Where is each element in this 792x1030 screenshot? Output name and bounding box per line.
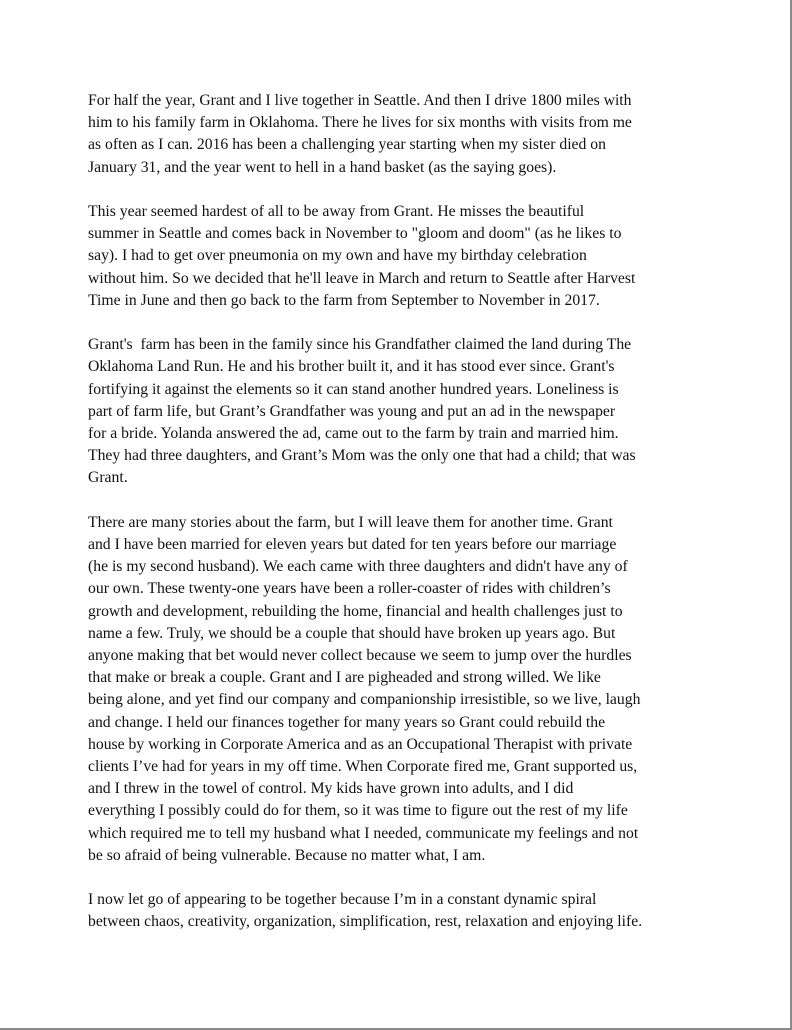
text-line: anyone making that bet would never collect because we seem to jump over the hurdles: [88, 647, 632, 665]
paragraph-away-from-grant: [88, 201, 708, 312]
text-line: fortifying it against the elements so it can stand another hundred years. Loneliness is: [88, 380, 619, 398]
text-line: summer in Seattle and comes back in November to "gloom and doom" (as he likes to: [88, 225, 622, 243]
text-line: part of farm life, but Grant’s Grandfather was young and put an ad in the newspaper: [88, 402, 616, 420]
text-line: and I threw in the towel of control. My kids have grown into adults, and I did: [88, 780, 574, 798]
text-line: growth and development, rebuilding the home, financial and health challenges just to: [88, 602, 623, 620]
paragraph-seattle-oklahoma: [88, 90, 708, 179]
text-line: They had three daughters, and Grant’s Mom was the only one that had a child; that was: [88, 447, 636, 465]
document-body: [88, 90, 708, 956]
text-line: which required me to tell my husband what I needed, communicate my feelings and not: [88, 824, 639, 842]
text-line: and I have been married for eleven years but dated for ten years before our marriage: [88, 536, 617, 554]
text-line: name a few. Truly, we should be a couple that should have broken up years ago. But: [88, 624, 616, 642]
text-line: be so afraid of being vulnerable. Because no matter what, I am.: [88, 846, 486, 864]
text-line: For half the year, Grant and I live together in Seattle. And then I drive 1800 miles with: [88, 92, 632, 109]
text-line: for a bride. Yolanda answered the ad, came out to the farm by train and married him.: [88, 425, 619, 443]
text-line: between chaos, creativity, organization, simplification, rest, relaxation and enjoying life.: [88, 913, 643, 931]
paragraph-farm-history: [88, 334, 708, 489]
text-line: as often as I can. 2016 has been a challenging year starting when my sister died on: [88, 136, 606, 154]
text-line: that make or break a couple. Grant and I are pigheaded and strong willed. We like: [88, 669, 601, 687]
text-line: Grant.: [88, 469, 128, 487]
text-line: being alone, and yet find our company and companionship irresistible, so we live, laugh: [88, 691, 641, 709]
text-line: without him. So we decided that he'll leave in March and return to Seattle after Harvest: [88, 269, 636, 287]
text-line: everything I possibly could do for them, so it was time to figure out the rest of my life: [88, 802, 628, 820]
text-line: and change. I held our finances together for many years so Grant could rebuild the: [88, 713, 606, 731]
text-line: Oklahoma Land Run. He and his brother built it, and it has stood ever since. Grant's: [88, 358, 615, 376]
paragraph-marriage: [88, 512, 708, 867]
text-line: I now let go of appearing to be together because I’m in a constant dynamic spiral: [88, 891, 597, 909]
text-line: our own. These twenty-one years have been a roller-coaster of rides with children’s: [88, 580, 611, 598]
paragraph-letting-go: [88, 889, 708, 933]
text-line: (he is my second husband). We each came with three daughters and didn't have any of: [88, 558, 628, 576]
text-line: him to his family farm in Oklahoma. There he lives for six months with visits from me: [88, 114, 632, 132]
text-line: house by working in Corporate America and as an Occupational Therapist with private: [88, 735, 633, 753]
text-line: say). I had to get over pneumonia on my own and have my birthday celebration: [88, 247, 587, 265]
text-line: Time in June and then go back to the farm from September to November in 2017.: [88, 291, 600, 309]
text-line: Grant's farm has been in the family since his Grandfather claimed the land during The: [88, 336, 632, 354]
text-line: clients I’ve had for years in my off time. When Corporate fired me, Grant supported us,: [88, 758, 638, 776]
text-line: There are many stories about the farm, but I will leave them for another time. Grant: [88, 513, 613, 531]
text-line: This year seemed hardest of all to be away from Grant. He misses the beautiful: [88, 203, 585, 220]
text-line: January 31, and the year went to hell in a hand basket (as the saying goes).: [88, 158, 557, 176]
